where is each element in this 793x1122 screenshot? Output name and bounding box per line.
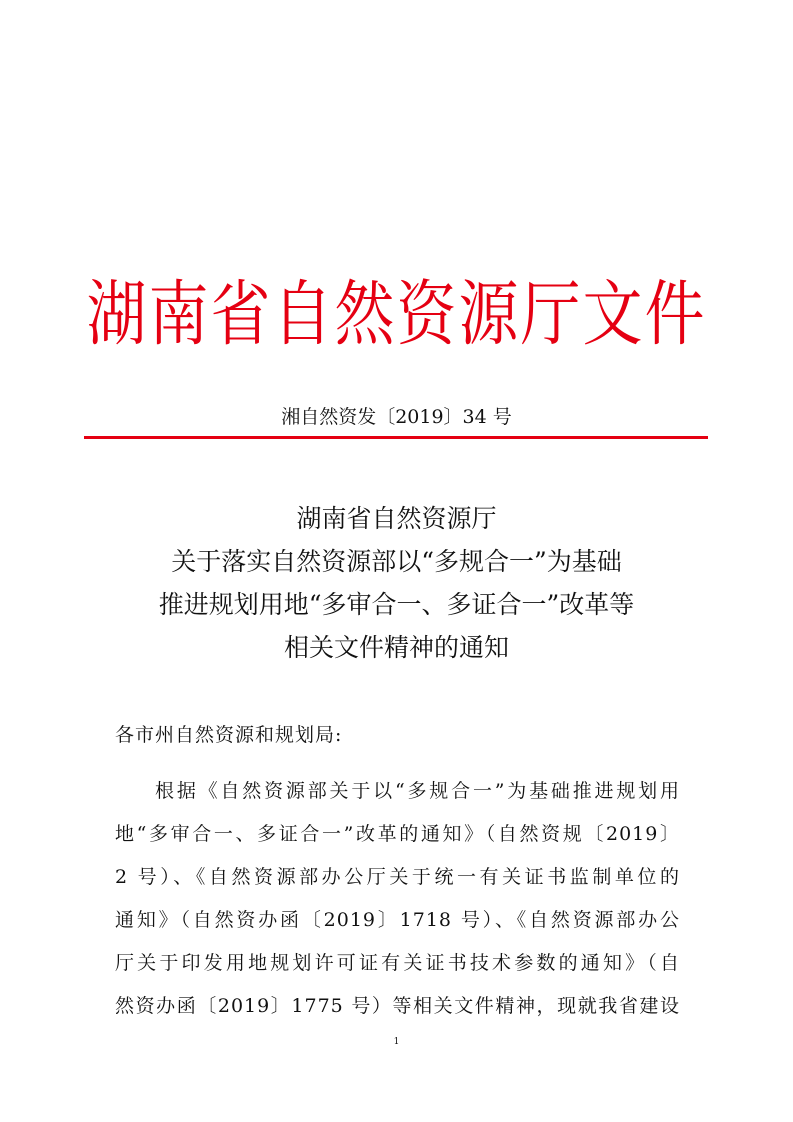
body-line: 地“多审合一、多证合一”改革的通知》（自然资规〔2019〕 [115,823,680,845]
body-line: 2 号）、《自然资源部办公厅关于统一有关证书监制单位的 [115,866,680,888]
title-line: 关于落实自然资源部以“多规合一”为基础 [171,547,622,576]
salutation: 各市州自然资源和规划局: [115,724,343,746]
document-number: 湘自然资发〔2019〕34 号 [281,406,512,428]
title-line: 相关文件精神的通知 [283,633,509,662]
document-title [0,497,793,669]
body-line: 通知》（自然资办函〔2019〕1718 号）、《自然资源部办公 [115,909,680,931]
body-paragraph [115,770,680,1028]
body-line: 根据《自然资源部关于以“多规合一”为基础推进规划用 [155,780,680,802]
red-separator-line [84,436,708,439]
body-line: 厅关于印发用地规划许可证有关证书技术参数的通知》（自 [115,952,680,974]
body-line: 然资办函〔2019〕1775 号）等相关文件精神，现就我省建设 [115,995,680,1017]
title-line: 湖南省自然资源厅 [296,504,497,533]
title-line: 推进规划用地“多审合一、多证合一”改革等 [158,590,635,619]
issuer-header-title: 湖南省自然资源厅文件 [86,273,707,357]
page-number: 1 [393,1037,400,1047]
